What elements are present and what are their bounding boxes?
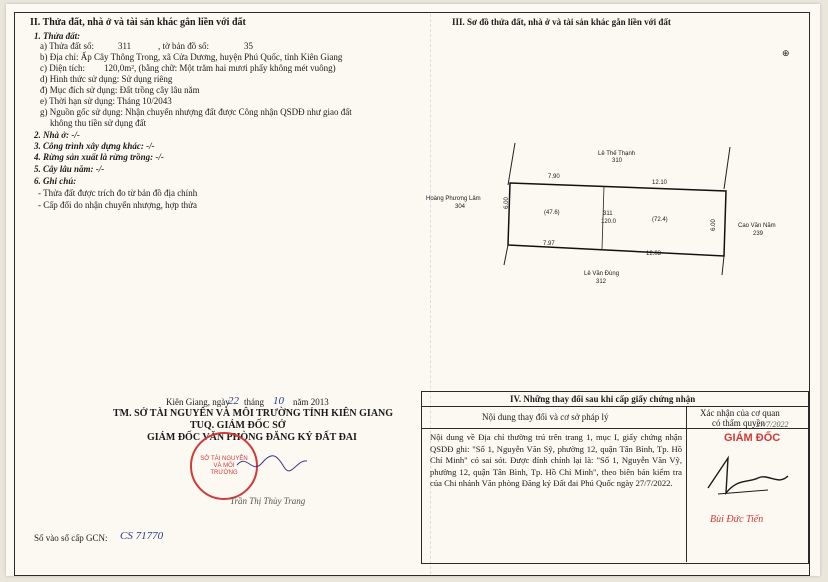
section4-title: IV. Những thay đổi sau khi cấp giấy chứng nhận	[510, 394, 696, 404]
note-line-2: - Cấp đổi do nhận chuyển nhượng, hợp thửa	[38, 200, 197, 210]
area-value: 120,0m², (bằng chữ: Một trăm hai mươi phẩy không mét vuông)	[104, 63, 336, 73]
parcel-divider	[602, 186, 604, 249]
south-neighbor-left-line	[504, 245, 508, 265]
confirm-signer: Bùi Đức Tiến	[710, 514, 764, 525]
east-owner: Cao Văn Năm	[738, 223, 776, 229]
parcel-number: 311	[603, 211, 613, 217]
usage-origin: g) Nguồn gốc sử dụng: Nhận chuyển nhượng đất được Công nhận QSDĐ như giao đất	[40, 107, 352, 117]
north-owner: Lê Thế Thạnh	[598, 151, 636, 157]
south-parcel: 312	[596, 279, 607, 285]
forest-item: 4. Rừng sản xuất là rừng trồng: -/-	[34, 152, 164, 162]
parcel-boundary	[508, 183, 726, 256]
year-label: năm 2013	[293, 397, 329, 407]
bottom-right-length: 12.03	[646, 251, 662, 257]
changes-column-divider	[686, 406, 687, 562]
section2-title: II. Thửa đất, nhà ở và tài sản khác gắn liền với đất	[30, 17, 246, 28]
usage-purpose: đ) Mục đích sử dụng: Đất trồng cây lâu năm	[40, 85, 200, 95]
east-parcel: 239	[753, 231, 764, 237]
area-label: c) Diện tích:	[40, 63, 85, 73]
month-label: tháng	[244, 397, 264, 407]
registry-label: Số vào sổ cấp GCN:	[34, 533, 108, 543]
registry-value: CS 71770	[120, 530, 164, 542]
construction-item: 3. Công trình xây dựng khác: -/-	[34, 141, 155, 151]
issuing-org: TM. SỞ TÀI NGUYÊN VÀ MÔI TRƯỜNG TỈNH KIÊN GIANG	[113, 408, 394, 419]
map-sheet-value: 35	[244, 41, 253, 51]
parcel-number-label: a) Thửa đất số:	[40, 41, 94, 51]
changes-table	[421, 391, 809, 564]
issuing-authority: TUQ. GIÁM ĐỐC SỞ	[190, 420, 286, 431]
west-parcel: 304	[455, 204, 466, 210]
changes-col-content: Nội dung thay đổi và cơ sở pháp lý	[482, 412, 609, 422]
parcel-number-value: 311	[118, 41, 132, 51]
west-owner: Hoàng Phương Lâm	[426, 196, 481, 202]
section3-title: III. Sơ đồ thửa đất, nhà ở và tài sản khác gắn liền với đất	[452, 17, 671, 27]
usage-term: e) Thời hạn sử dụng: Tháng 10/2043	[40, 96, 172, 106]
land-heading: 1. Thửa đất:	[34, 31, 81, 41]
confirm-date: 27/7/2022	[756, 420, 789, 429]
usage-origin-cont: không thu tiền sử dụng đất	[50, 118, 147, 128]
bottom-left-length: 7.97	[543, 241, 555, 247]
usage-form: d) Hình thức sử dụng: Sử dụng riêng	[40, 74, 173, 84]
area-right-part: (72.4)	[652, 217, 668, 223]
signature-mark	[232, 445, 312, 485]
south-neighbor-right-line	[722, 256, 724, 275]
changes-col-confirm-1: Xác nhận của cơ quan	[700, 408, 780, 418]
date-day: 22	[228, 395, 239, 407]
address-line: b) Địa chỉ: Ấp Cây Thông Trong, xã Cửa Dương, huyện Phú Quốc, tỉnh Kiên Giang	[40, 52, 343, 62]
notes-heading: 6. Ghi chú:	[34, 176, 77, 186]
perennial-item: 5. Cây lâu năm: -/-	[34, 164, 105, 174]
confirm-title: GIÁM ĐỐC	[724, 432, 781, 444]
note-line-1: - Thửa đất được trích đo từ bản đồ địa chính	[38, 188, 198, 198]
date-prefix: Kiên Giang, ngày	[166, 397, 230, 407]
left-length: 6.00	[503, 197, 510, 209]
changes-col-confirm-2: có thẩm quyền	[712, 418, 765, 428]
signer-name: Trần Thị Thùy Trang	[230, 496, 306, 506]
north-neighbor-right-line	[724, 147, 730, 189]
south-owner: Lê Văn Đùng	[584, 271, 620, 277]
right-length: 6.00	[710, 219, 717, 231]
north-neighbor-left-line	[508, 143, 515, 185]
issuing-office: GIÁM ĐỐC VĂN PHÒNG ĐĂNG KÝ ĐẤT ĐAI	[147, 432, 357, 443]
area-left-part: (47.6)	[544, 210, 560, 216]
changes-body: Nội dung về Địa chỉ thường trú trên trang 1, mục I, giấy chứng nhận QSDĐ ghi: "Số 1, Nguyễn Văn Sỹ, phường 12, quận Tân Bình, Tp. Hồ Chí Minh" có sai sót. Được đính chính lại là: "Số 1, Nguyễn Văn Vỹ, phường 12, quận Tân Bình, Tp. Hồ Chí Minh", theo biên bản kiểm tra của Chi nhánh Văn phòng Đăng ký Đất đai Phú Quốc ngày 27/7/2022.	[430, 432, 682, 488]
top-right-length: 12.10	[652, 180, 668, 186]
corner-mark: ⊕	[782, 48, 790, 58]
house-item: 2. Nhà ở: -/-	[34, 130, 80, 140]
confirm-signature	[698, 448, 798, 508]
parcel-area-total: 120.0	[601, 219, 617, 225]
date-month: 10	[273, 395, 284, 407]
stamp-text: SỞ TÀI NGUYÊN VÀ MÔI TRƯỜNG	[200, 456, 248, 476]
map-sheet-label: , tờ bản đồ số:	[158, 41, 210, 51]
top-left-length: 7.90	[548, 174, 560, 180]
north-parcel: 310	[612, 158, 623, 164]
